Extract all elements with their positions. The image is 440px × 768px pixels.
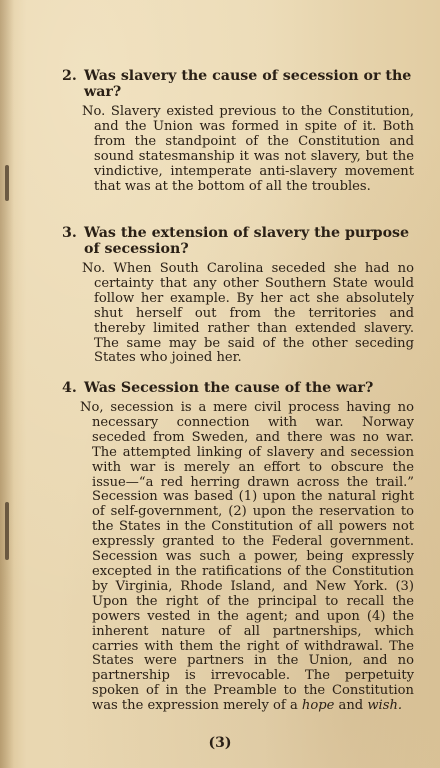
staple-mark xyxy=(5,165,9,201)
answer-lead: No. xyxy=(82,261,106,276)
question-3 xyxy=(62,225,414,366)
answer-text xyxy=(82,105,414,194)
question-4 xyxy=(62,380,414,714)
question-number: 3. xyxy=(62,225,77,241)
question-title xyxy=(62,380,414,396)
binding-shadow xyxy=(0,0,14,768)
answer-text xyxy=(80,401,414,714)
question-2 xyxy=(62,68,414,194)
answer-text xyxy=(82,262,414,366)
question-title xyxy=(62,225,414,257)
answer-body: When South Carolina seceded she had no certainty that any other Southern State would follow her example. By her act she absolutely shut herself out from the territories and thereby limited rather than extended slavery. The same may be said of the other seceding States who joined her. xyxy=(94,261,414,366)
emphasis-wish: wish. xyxy=(367,698,403,714)
emphasis-hope: hope xyxy=(301,698,335,714)
answer-lead: No, xyxy=(80,400,104,415)
question-number: 2. xyxy=(62,68,77,84)
question-text: Was Secession the cause of the war? xyxy=(84,380,374,396)
answer-body: secession is a mere civil process having no necessary connection with war. Norway seceded from Sweden, and there was no war. The attempted linking of slavery and secession with war is merely an effort to obscure the issue—“a red herring drawn across the trail.” Secession was based (1) upon the natural right of self-government, (2) upon the reservation to the States in the Constitution of all powers not expressly granted to the Federal government. Secession was such a power, being expressly excepted in the ratifications of the Constitution by Virginia, Rhode Island, and New York. (3) Upon the right of the principal to recall the powers vested in the agent; and upon (4) the inherent nature of all partnerships, which carries with them the right of withdrawal. The States were partners in the Union, and no partnership is irrevocable. The perpetuity spoken of in the Preamble to the Constitution was the expression merely of a xyxy=(92,400,414,714)
question-text: Was slavery the cause of secession or the war? xyxy=(84,68,412,100)
answer-lead: No. xyxy=(82,104,106,119)
question-number: 4. xyxy=(62,380,77,396)
staple-mark xyxy=(5,502,9,560)
answer-conjunction: and xyxy=(338,698,364,714)
question-text: Was the extension of slavery the purpose of secession? xyxy=(84,225,410,257)
page-number: (3) xyxy=(208,735,232,751)
question-title xyxy=(62,68,414,100)
answer-body: Slavery existed previous to the Constitution, and the Union was formed in spite of it. Both from the standpoint of the Constitution and sound statesmanship it was not slavery, but the vindictive, intemperate anti-slavery movement that was at the bottom of all the troubles. xyxy=(94,104,414,194)
